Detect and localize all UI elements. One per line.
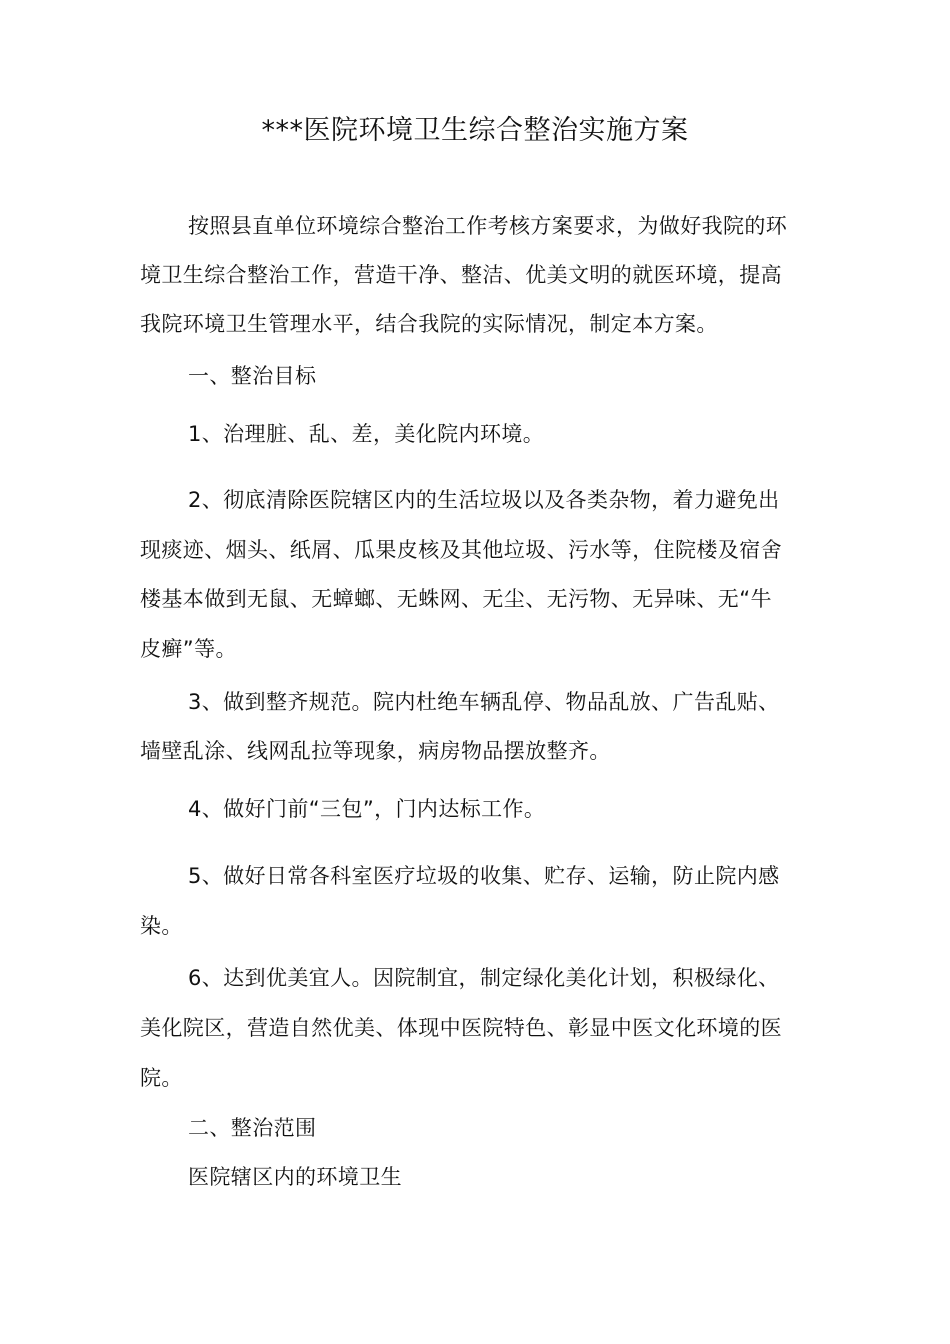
goal-item-6-line-3: 院。 <box>140 1066 183 1090</box>
goal-item-6-line-2: 美化院区，营造自然优美、体现中医院特色、彰显中医文化环境的医 <box>140 1016 782 1040</box>
goal-item-5-line-1: 5、做好日常各科室医疗垃圾的收集、贮存、运输，防止院内感 <box>188 864 780 888</box>
goal-item-5-line-2: 染。 <box>140 914 183 938</box>
goal-item-3-line-1: 3、做到整齐规范。院内杜绝车辆乱停、物品乱放、广告乱贴、 <box>188 690 780 714</box>
section-heading-scope: 二、整治范围 <box>188 1116 317 1140</box>
goal-item-2-line-4: 皮癣”等。 <box>140 637 237 661</box>
goal-item-4: 4、做好门前“三包”，门内达标工作。 <box>188 797 546 821</box>
section-heading-goals: 一、整治目标 <box>188 364 317 388</box>
goal-item-1: 1、治理脏、乱、差，美化院内环境。 <box>188 422 545 446</box>
intro-line-2: 境卫生综合整治工作，营造干净、整洁、优美文明的就医环境，提高 <box>140 263 782 287</box>
goal-item-2-line-1: 2、彻底清除医院辖区内的生活垃圾以及各类杂物，着力避免出 <box>188 488 780 512</box>
intro-line-1: 按照县直单位环境综合整治工作考核方案要求，为做好我院的环 <box>188 214 788 238</box>
goal-item-2-line-3: 楼基本做到无鼠、无蟑螂、无蛛网、无尘、无污物、无异味、无“牛 <box>140 587 772 611</box>
document-title: ***医院环境卫生综合整治实施方案 <box>261 115 689 146</box>
intro-line-3: 我院环境卫生管理水平，结合我院的实际情况，制定本方案。 <box>140 312 718 336</box>
goal-item-2-line-2: 现痰迹、烟头、纸屑、瓜果皮核及其他垃圾、污水等，住院楼及宿舍 <box>140 538 782 562</box>
goal-item-6-line-1: 6、达到优美宜人。因院制宜，制定绿化美化计划，积极绿化、 <box>188 966 780 990</box>
scope-body: 医院辖区内的环境卫生 <box>188 1165 402 1189</box>
goal-item-3-line-2: 墙壁乱涂、线网乱拉等现象，病房物品摆放整齐。 <box>140 739 611 763</box>
